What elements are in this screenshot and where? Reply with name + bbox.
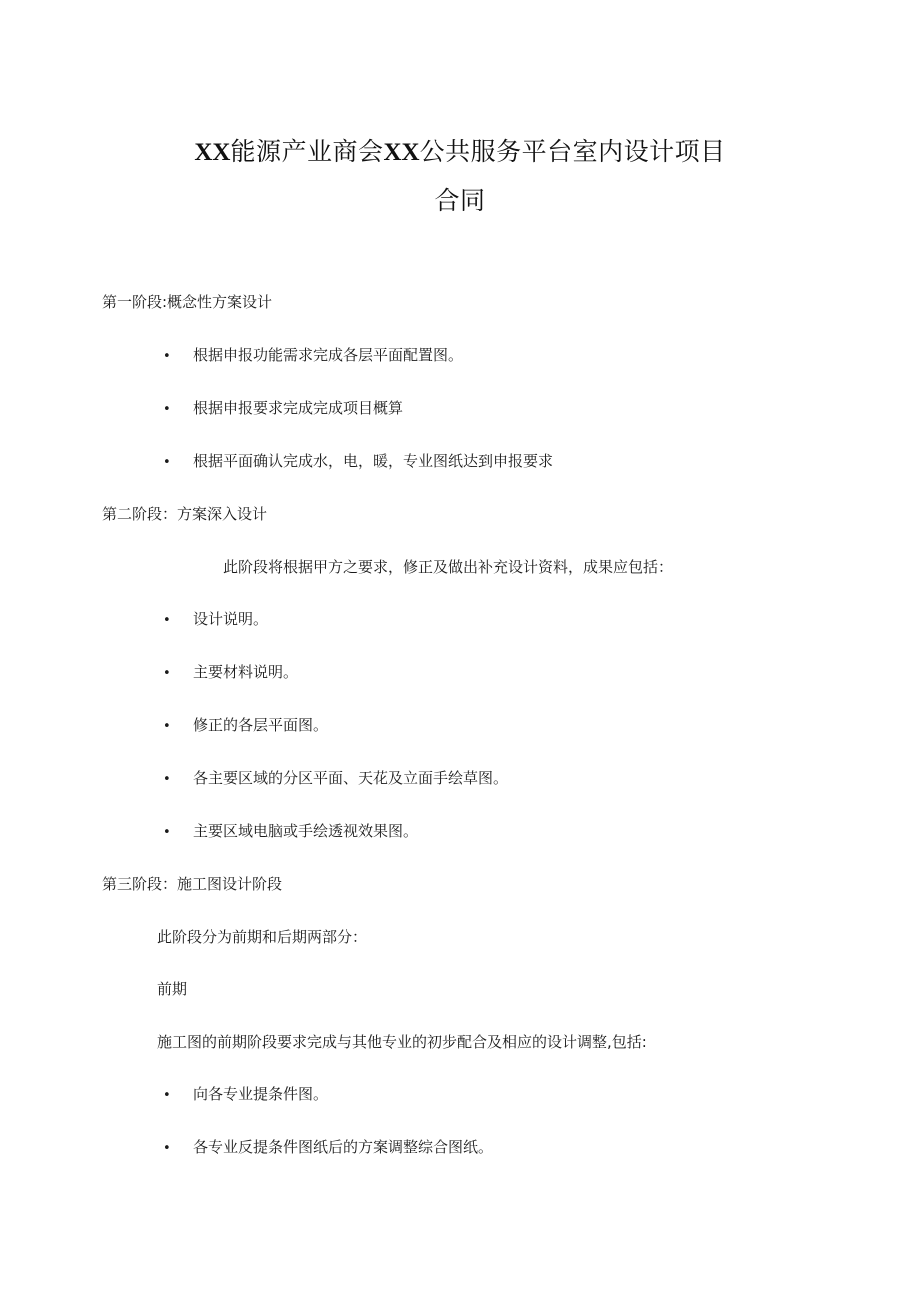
- bullet-text: 根据申报要求完成完成项目概算: [193, 399, 404, 417]
- stage2-bullet-item: [163, 768, 508, 790]
- title-xx-1: XX: [194, 139, 231, 166]
- stage2-bullet-item: [163, 662, 298, 684]
- bullet-icon: •: [163, 613, 171, 628]
- stage1-bullet-item: [163, 398, 403, 420]
- stage2-intro: 此阶段将根据甲方之要求，修正及做出补充设计资料，成果应包括：: [223, 558, 674, 576]
- stage2-heading: 第二阶段：方案深入设计: [102, 505, 268, 523]
- stage3-intro: 此阶段分为前期和后期两部分：: [157, 928, 368, 946]
- title-project-name: 公共服务平台室内设计项目: [419, 137, 726, 166]
- title-xx-2: XX: [383, 139, 420, 166]
- stage3-bullet-item: [163, 1084, 328, 1106]
- stage2-bullet-item: [163, 821, 418, 843]
- bullet-icon: •: [163, 1141, 171, 1156]
- stage2-bullet-item: [163, 715, 328, 737]
- bullet-text: 主要材料说明。: [193, 663, 299, 681]
- bullet-icon: •: [163, 666, 171, 681]
- stage1-bullet-item: [163, 345, 463, 367]
- bullet-text: 各主要区域的分区平面、天花及立面手绘草图。: [193, 769, 509, 787]
- stage3-heading: 第三阶段：施工图设计阶段: [102, 875, 283, 893]
- stage2-bullet-item: [163, 609, 268, 631]
- bullet-icon: •: [163, 825, 171, 840]
- bullet-text: 设计说明。: [193, 610, 269, 628]
- bullet-text: 主要区域电脑或手绘透视效果图。: [193, 822, 419, 840]
- stage3-bullet-item: [163, 1137, 493, 1159]
- stage3-subheading: 前期: [157, 980, 188, 998]
- document-title-line-2: 合同: [434, 186, 486, 215]
- title-org-name: 能源产业商会: [230, 137, 384, 166]
- stage3-description: 施工图的前期阶段要求完成与其他专业的初步配合及相应的设计调整,包括:: [157, 1033, 647, 1051]
- bullet-text: 修正的各层平面图。: [193, 716, 329, 734]
- bullet-text: 根据平面确认完成水，电，暖，专业图纸达到申报要求: [193, 452, 554, 470]
- stage1-bullet-item: [163, 451, 553, 473]
- bullet-icon: •: [163, 402, 171, 417]
- bullet-text: 根据申报功能需求完成各层平面配置图。: [193, 346, 464, 364]
- bullet-text: 向各专业提条件图。: [193, 1085, 329, 1103]
- bullet-icon: •: [163, 719, 171, 734]
- stage1-heading: 第一阶段:概念性方案设计: [102, 293, 273, 311]
- bullet-icon: •: [163, 1088, 171, 1103]
- bullet-icon: •: [163, 349, 171, 364]
- bullet-icon: •: [163, 772, 171, 787]
- bullet-text: 各专业反提条件图纸后的方案调整综合图纸。: [193, 1138, 494, 1156]
- bullet-icon: •: [163, 455, 171, 470]
- document-title-line-1: [0, 132, 920, 168]
